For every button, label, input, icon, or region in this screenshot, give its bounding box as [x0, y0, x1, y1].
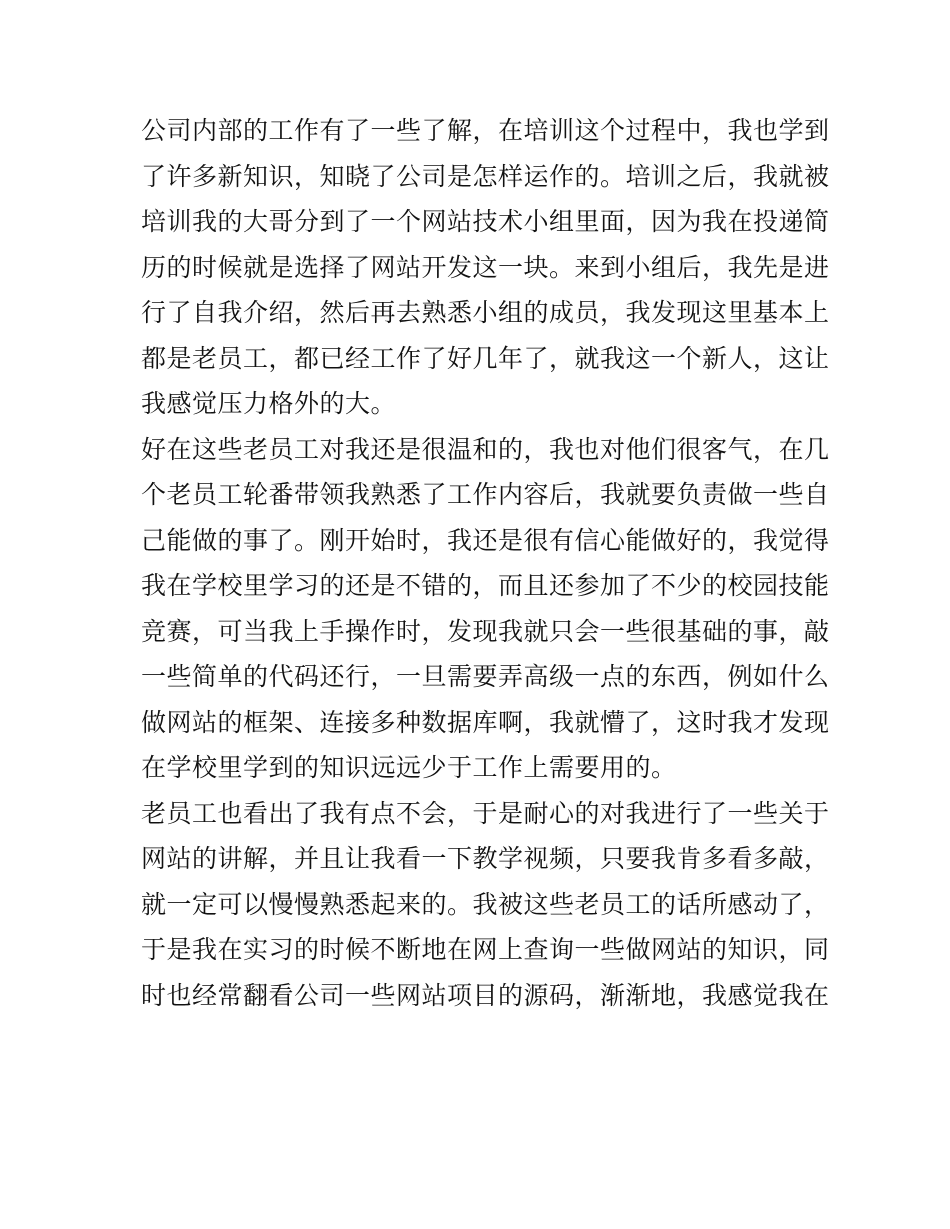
- text-line: 我在学校里学习的还是不错的，而且还参加了不少的校园技能: [141, 571, 830, 600]
- text-line: 行了自我介绍，然后再去熟悉小组的成员，我发现这里基本上: [141, 298, 830, 327]
- text-line: 做网站的框架、连接多种数据库啊，我就懵了，这时我才发现: [141, 707, 830, 737]
- text-line: 于是我在实习的时候不断地在网上查询一些做网站的知识，同: [141, 935, 830, 964]
- text-line: 己能做的事了。刚开始时，我还是很有信心能做好的，我觉得: [141, 525, 830, 555]
- text-line: 时也经常翻看公司一些网站项目的源码，渐渐地，我感觉我在: [141, 980, 830, 1010]
- text-line: 在学校里学到的知识远远少于工作上需要用的。: [141, 753, 677, 782]
- text-line: 了许多新知识，知晓了公司是怎样运作的。培训之后，我就被: [141, 161, 830, 191]
- text-line: 就一定可以慢慢熟悉起来的。我被这些老员工的话所感动了，: [141, 889, 830, 919]
- text-line: 个老员工轮番带领我熟悉了工作内容后，我就要负责做一些自: [141, 480, 830, 509]
- text-line: 竞赛，可当我上手操作时，发现我就只会一些很基础的事，敲: [141, 616, 830, 646]
- body-text: [141, 108, 830, 1018]
- text-line: 好在这些老员工对我还是很温和的，我也对他们很客气，在几: [141, 434, 830, 464]
- text-line: 老员工也看出了我有点不会，于是耐心的对我进行了一些关于: [141, 798, 830, 828]
- text-line: 培训我的大哥分到了一个网站技术小组里面，因为我在投递简: [141, 207, 830, 236]
- text-line: 我感觉压力格外的大。: [141, 389, 397, 418]
- text-line: 网站的讲解，并且让我看一下教学视频，只要我肯多看多敲，: [141, 844, 830, 873]
- text-line: 历的时候就是选择了网站开发这一块。来到小组后，我先是进: [141, 252, 830, 282]
- text-line: 都是老员工，都已经工作了好几年了，就我这一个新人，这让: [141, 343, 830, 373]
- text-line: 一些简单的代码还行，一旦需要弄高级一点的东西，例如什么: [141, 662, 830, 691]
- text-line: 公司内部的工作有了一些了解，在培训这个过程中，我也学到: [141, 116, 830, 145]
